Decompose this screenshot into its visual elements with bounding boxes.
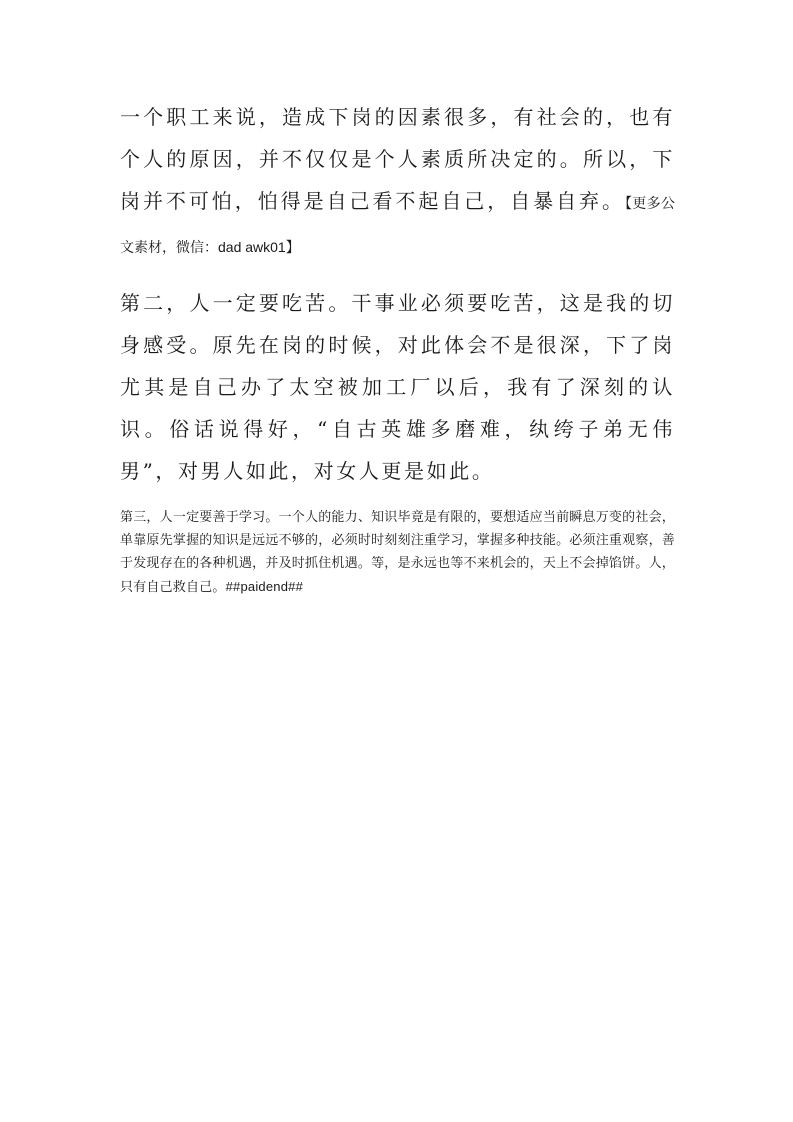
paragraph-3 xyxy=(120,506,675,599)
paid-end-tag: ##paidend## xyxy=(225,579,303,594)
wechat-note: 【更多公文素材，微信：dad awk01】 xyxy=(120,195,676,255)
paragraph-1 xyxy=(120,96,675,268)
paragraph-1-text: 一个职工来说，造成下岗的因素很多，有社会的，也有个人的原因，并不仅仅是个人素质所决定的。所以，下岗并不可怕，怕得是自己看不起自己，自暴自弃。 xyxy=(120,105,675,213)
paragraph-3-text: 第三，人一定要善于学习。一个人的能力、知识毕竟是有限的，要想适应当前瞬息万变的社会，单靠原先掌握的知识是远远不够的，必须时时刻刻注重学习，掌握多种技能。必须注重观察，善于发现存在的各种机遇，并及时抓住机遇。等，是永远也等不来机会的，天上不会掉馅饼。人，只有自己救自己。 xyxy=(120,510,675,595)
document-page xyxy=(120,96,675,599)
paragraph-2-text: 第二，人一定要吃苦。干事业必须要吃苦，这是我的切身感受。原先在岗的时候，对此体会不是很深，下了岗尤其是自己办了太空被加工厂以后，我有了深刻的认识。俗话说得好，“自古英雄多磨难，纨绔子弟无伟男”，对男人如此，对女人更是如此。 xyxy=(120,291,675,483)
paragraph-2 xyxy=(120,282,675,492)
